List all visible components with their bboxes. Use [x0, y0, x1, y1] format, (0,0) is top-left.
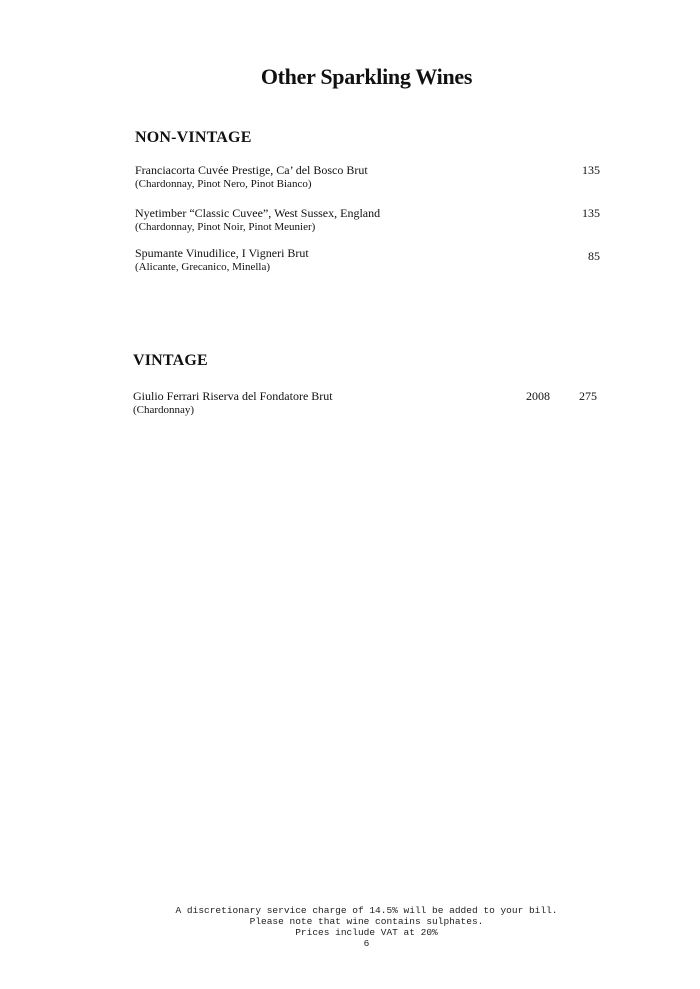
page-number: 6	[363, 938, 370, 949]
wine-entry	[133, 389, 603, 417]
wine-entry	[135, 163, 605, 191]
wine-grapes: (Chardonnay)	[133, 404, 195, 416]
wine-name: Franciacorta Cuvée Prestige, Ca’ del Bosco Brut	[135, 163, 368, 177]
wine-price: 85	[588, 249, 600, 263]
wine-price: 135	[582, 163, 600, 177]
wine-name: Giulio Ferrari Riserva del Fondatore Brut	[133, 389, 333, 403]
wine-grapes: (Chardonnay, Pinot Noir, Pinot Meunier)	[135, 221, 316, 233]
footer	[0, 905, 700, 949]
wine-name: Nyetimber “Classic Cuvee”, West Sussex, England	[135, 206, 381, 220]
vat-note: Prices include VAT at 20%	[295, 927, 438, 938]
sulphates-note: Please note that wine contains sulphates.	[249, 916, 484, 927]
wine-grapes: (Alicante, Grecanico, Minella)	[135, 261, 270, 273]
section-heading-vintage: VINTAGE	[133, 352, 208, 369]
wine-entry	[135, 206, 605, 234]
wine-entry	[135, 246, 605, 274]
wine-price: 135	[582, 206, 600, 220]
wine-name: Spumante Vinudilice, I Vigneri Brut	[135, 246, 309, 260]
service-charge-note: A discretionary service charge of 14.5% will be added to your bill.	[175, 905, 558, 916]
wine-year: 2008	[526, 389, 550, 403]
wine-grapes: (Chardonnay, Pinot Nero, Pinot Bianco)	[135, 178, 312, 190]
page-title: Other Sparkling Wines	[260, 64, 473, 89]
wine-price: 275	[579, 389, 597, 403]
section-heading-non-vintage: NON-VINTAGE	[135, 129, 252, 146]
